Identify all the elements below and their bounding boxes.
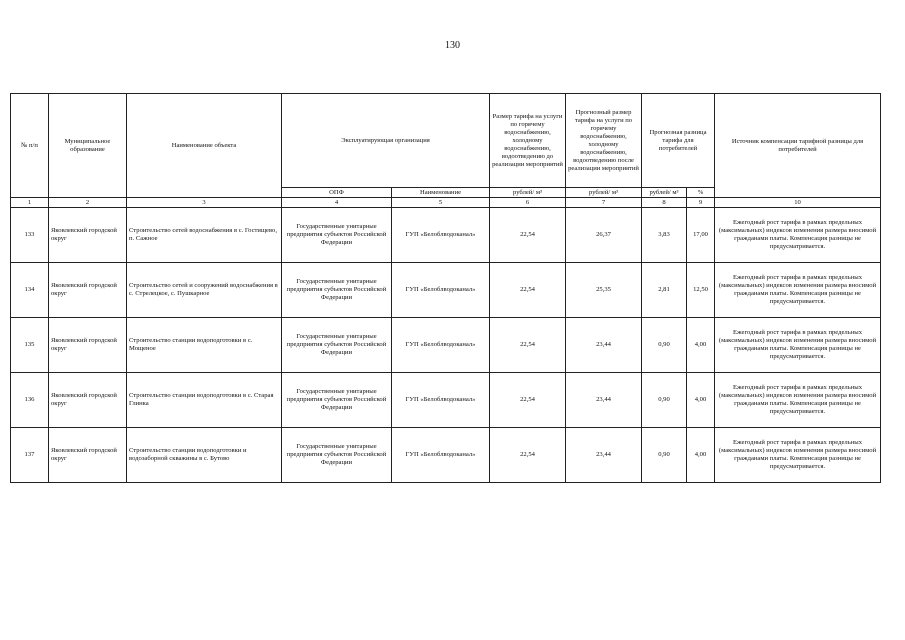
column-number: 4	[282, 198, 392, 208]
row-number: 133	[11, 208, 49, 263]
column-number: 5	[392, 198, 490, 208]
row-municipality: Яковлевский городской округ	[49, 208, 127, 263]
row-tariff-forecast: 23,44	[566, 318, 642, 373]
row-number: 134	[11, 263, 49, 318]
header-diff-group: Прогнозная разница тарифа для потребителей	[642, 94, 715, 188]
row-diff-rub: 0,90	[642, 373, 687, 428]
row-diff-pct: 12,50	[687, 263, 715, 318]
row-tariff-forecast: 23,44	[566, 373, 642, 428]
row-tariff-forecast: 23,44	[566, 428, 642, 483]
row-compensation: Ежегодный рост тарифа в рамках предельных (максимальных) индексов изменения размера вносимой гражданами платы. Компенсация разницы не предусматривается.	[715, 263, 881, 318]
row-diff-pct: 4,00	[687, 318, 715, 373]
row-object: Строительство станции водоподготовки в с. Мощеное	[127, 318, 282, 373]
row-tariff-current: 22,54	[490, 208, 566, 263]
table-row	[11, 373, 881, 428]
header-object: Наименование объекта	[127, 94, 282, 198]
row-municipality: Яковлевский городской округ	[49, 428, 127, 483]
row-diff-rub: 0,90	[642, 428, 687, 483]
header-org-name: Наименование	[392, 188, 490, 198]
column-number-row	[11, 198, 881, 208]
column-number: 7	[566, 198, 642, 208]
row-org-form: Государственные унитарные предприятия субъектов Российской Федерации	[282, 318, 392, 373]
row-tariff-forecast: 26,37	[566, 208, 642, 263]
row-number: 137	[11, 428, 49, 483]
unit-tariff-forecast: рублей/ м³	[566, 188, 642, 198]
row-municipality: Яковлевский городской округ	[49, 373, 127, 428]
row-tariff-current: 22,54	[490, 263, 566, 318]
row-municipality: Яковлевский городской округ	[49, 263, 127, 318]
row-number: 136	[11, 373, 49, 428]
row-diff-rub: 0,90	[642, 318, 687, 373]
row-object: Строительство станции водоподготовки в с. Старая Глинка	[127, 373, 282, 428]
row-diff-rub: 3,83	[642, 208, 687, 263]
row-diff-pct: 4,00	[687, 373, 715, 428]
row-compensation: Ежегодный рост тарифа в рамках предельных (максимальных) индексов изменения размера вносимой гражданами платы. Компенсация разницы не предусматривается.	[715, 428, 881, 483]
column-number: 6	[490, 198, 566, 208]
header-num: № п/п	[11, 94, 49, 198]
row-object: Строительство сетей водоснабжения в с. Гостищево, п. Сажное	[127, 208, 282, 263]
row-org-form: Государственные унитарные предприятия субъектов Российской Федерации	[282, 208, 392, 263]
row-org-name: ГУП «Белоблводоканал»	[392, 373, 490, 428]
row-diff-rub: 2,81	[642, 263, 687, 318]
tariff-table	[10, 93, 881, 483]
row-diff-pct: 17,00	[687, 208, 715, 263]
column-number: 1	[11, 198, 49, 208]
row-org-name: ГУП «Белоблводоканал»	[392, 318, 490, 373]
table-row	[11, 428, 881, 483]
row-org-form: Государственные унитарные предприятия субъектов Российской Федерации	[282, 263, 392, 318]
column-number: 8	[642, 198, 687, 208]
header-org-form: ОПФ	[282, 188, 392, 198]
column-number: 3	[127, 198, 282, 208]
row-compensation: Ежегодный рост тарифа в рамках предельных (максимальных) индексов изменения размера вносимой гражданами платы. Компенсация разницы не предусматривается.	[715, 373, 881, 428]
row-tariff-current: 22,54	[490, 373, 566, 428]
table-row	[11, 318, 881, 373]
row-compensation: Ежегодный рост тарифа в рамках предельных (максимальных) индексов изменения размера вносимой гражданами платы. Компенсация разницы не предусматривается.	[715, 318, 881, 373]
row-org-name: ГУП «Белоблводоканал»	[392, 208, 490, 263]
row-number: 135	[11, 318, 49, 373]
row-compensation: Ежегодный рост тарифа в рамках предельных (максимальных) индексов изменения размера вносимой гражданами платы. Компенсация разницы не предусматривается.	[715, 208, 881, 263]
unit-diff-pct: %	[687, 188, 715, 198]
row-tariff-current: 22,54	[490, 318, 566, 373]
table-row	[11, 208, 881, 263]
column-number: 9	[687, 198, 715, 208]
header-compensation: Источник компенсации тарифной разницы для потребителей	[715, 94, 881, 198]
unit-tariff-current: рублей/ м³	[490, 188, 566, 198]
table-row	[11, 263, 881, 318]
column-number: 2	[49, 198, 127, 208]
unit-diff-rub: рублей/ м³	[642, 188, 687, 198]
header-tariff-current: Размер тарифа на услуги по горячему водоснабжению, холодному водоснабжению, водоотведению до реализации мероприятий	[490, 94, 566, 188]
header-tariff-forecast: Прогнозный размер тарифа на услуги по горячему водоснабжению, холодному водоснабжению, водоотведению после реализации мероприятий	[566, 94, 642, 188]
row-municipality: Яковлевский городской округ	[49, 318, 127, 373]
header-municipality: Муниципальное образование	[49, 94, 127, 198]
row-org-form: Государственные унитарные предприятия субъектов Российской Федерации	[282, 373, 392, 428]
row-org-form: Государственные унитарные предприятия субъектов Российской Федерации	[282, 428, 392, 483]
column-number: 10	[715, 198, 881, 208]
row-org-name: ГУП «Белоблводоканал»	[392, 263, 490, 318]
header-row-main	[11, 94, 881, 188]
row-org-name: ГУП «Белоблводоканал»	[392, 428, 490, 483]
row-tariff-forecast: 25,35	[566, 263, 642, 318]
row-object: Строительство станции водоподготовки и водозаборной скважины в с. Бутово	[127, 428, 282, 483]
row-diff-pct: 4,00	[687, 428, 715, 483]
row-tariff-current: 22,54	[490, 428, 566, 483]
row-object: Строительство сетей и сооружений водоснабжения в с. Стрелецкое, с. Пушкарное	[127, 263, 282, 318]
page-number: 130	[445, 40, 460, 51]
header-org-group: Эксплуатирующая организация	[282, 94, 490, 188]
